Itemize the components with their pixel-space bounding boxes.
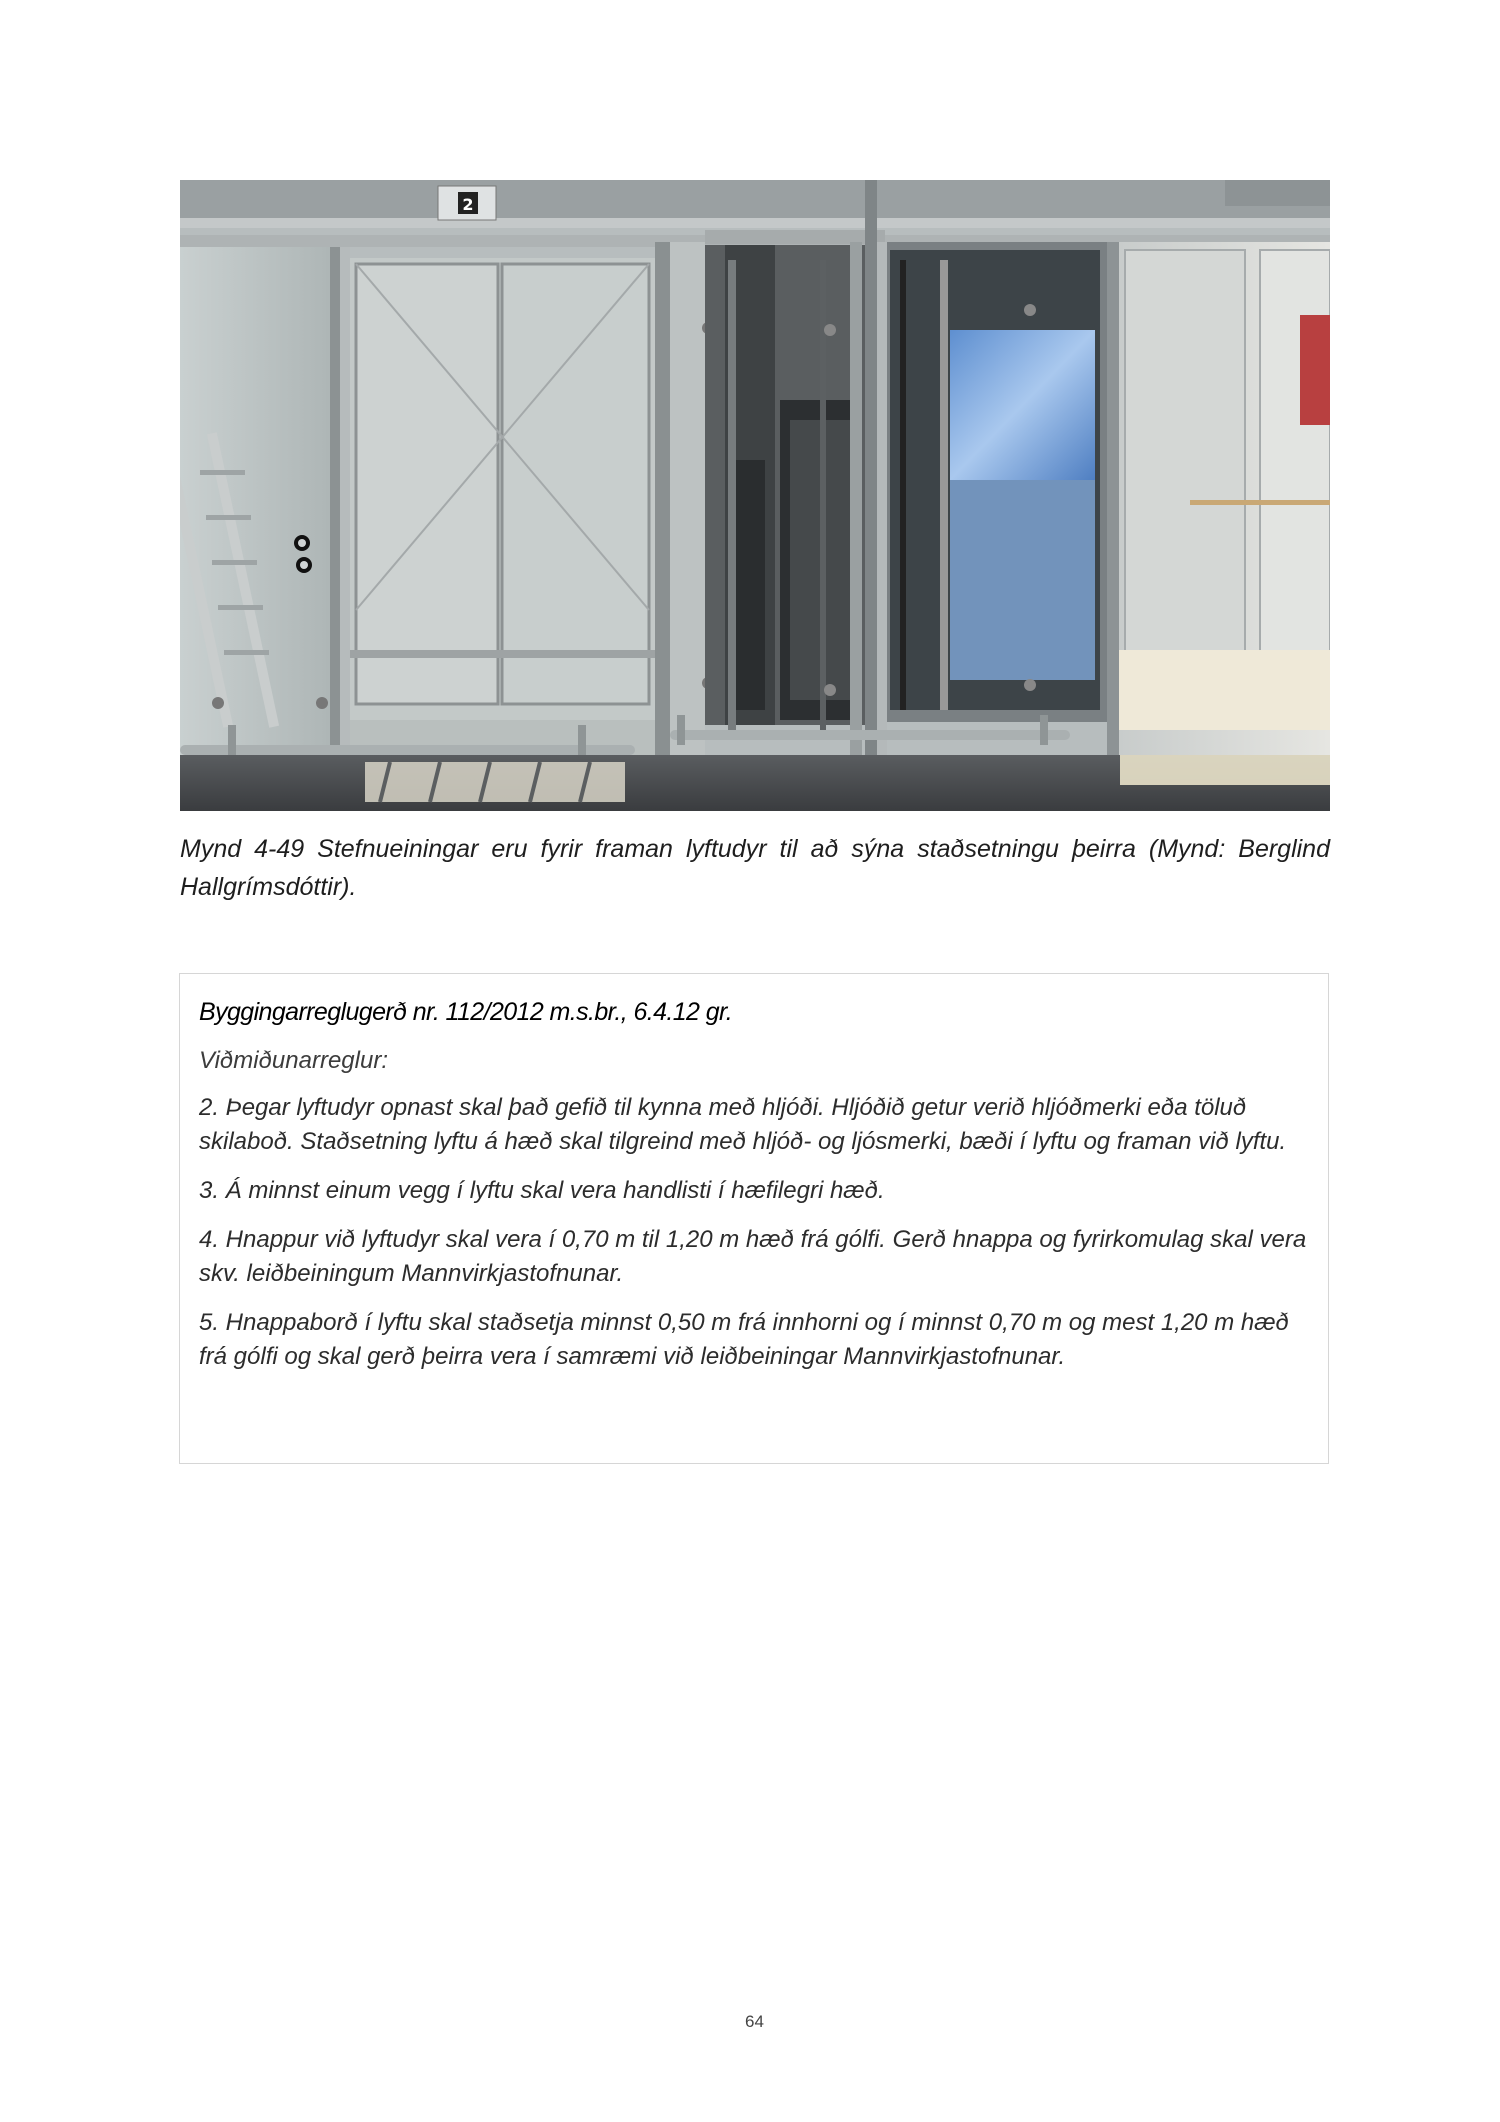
regulation-title: Byggingarreglugerð nr. 112/2012 m.s.br., 6.4.12 gr. [199,998,733,1026]
page-number: 64 [745,2012,764,2031]
elevator-photo [180,180,1330,811]
figure-caption: Mynd 4-49 Stefnueiningar eru fyrir framan lyftudyr til að sýna staðsetningu þeirra (Mynd: Berglind Hallgrímsdóttir). [180,835,1330,901]
floor-number-sign: 2 [462,195,474,214]
regulation-item: 3. Á minnst einum vegg í lyftu skal vera handlisti í hæfilegri hæð. [199,1177,885,1204]
regulation-box [179,973,1329,1464]
regulation-item: 2. Þegar lyftudyr opnast skal það gefið til kynna með hljóði. Hljóðið getur verið hljóðmerki eða töluð skilaboð. Staðsetning lyftu á hæð skal tilgreind með hljóð- og ljósmerki, bæði í lyftu og framan við lyftu. [199,1094,1287,1155]
regulation-item: 4. Hnappur við lyftudyr skal vera í 0,70 m til 1,20 m hæð frá gólfi. Gerð hnappa og fyrirkomulag skal vera skv. leiðbeiningum Mannvirkjastofnunar. [199,1226,1307,1287]
regulation-subtitle: Viðmiðunarreglur: [199,1047,388,1074]
regulation-item: 5. Hnappaborð í lyftu skal staðsetja minnst 0,50 m frá innhorni og í minnst 0,70 m og mest 1,20 m hæð frá gólfi og skal gerð þeirra vera í samræmi við leiðbeiningar Mannvirkjastofnunar. [199,1309,1289,1370]
